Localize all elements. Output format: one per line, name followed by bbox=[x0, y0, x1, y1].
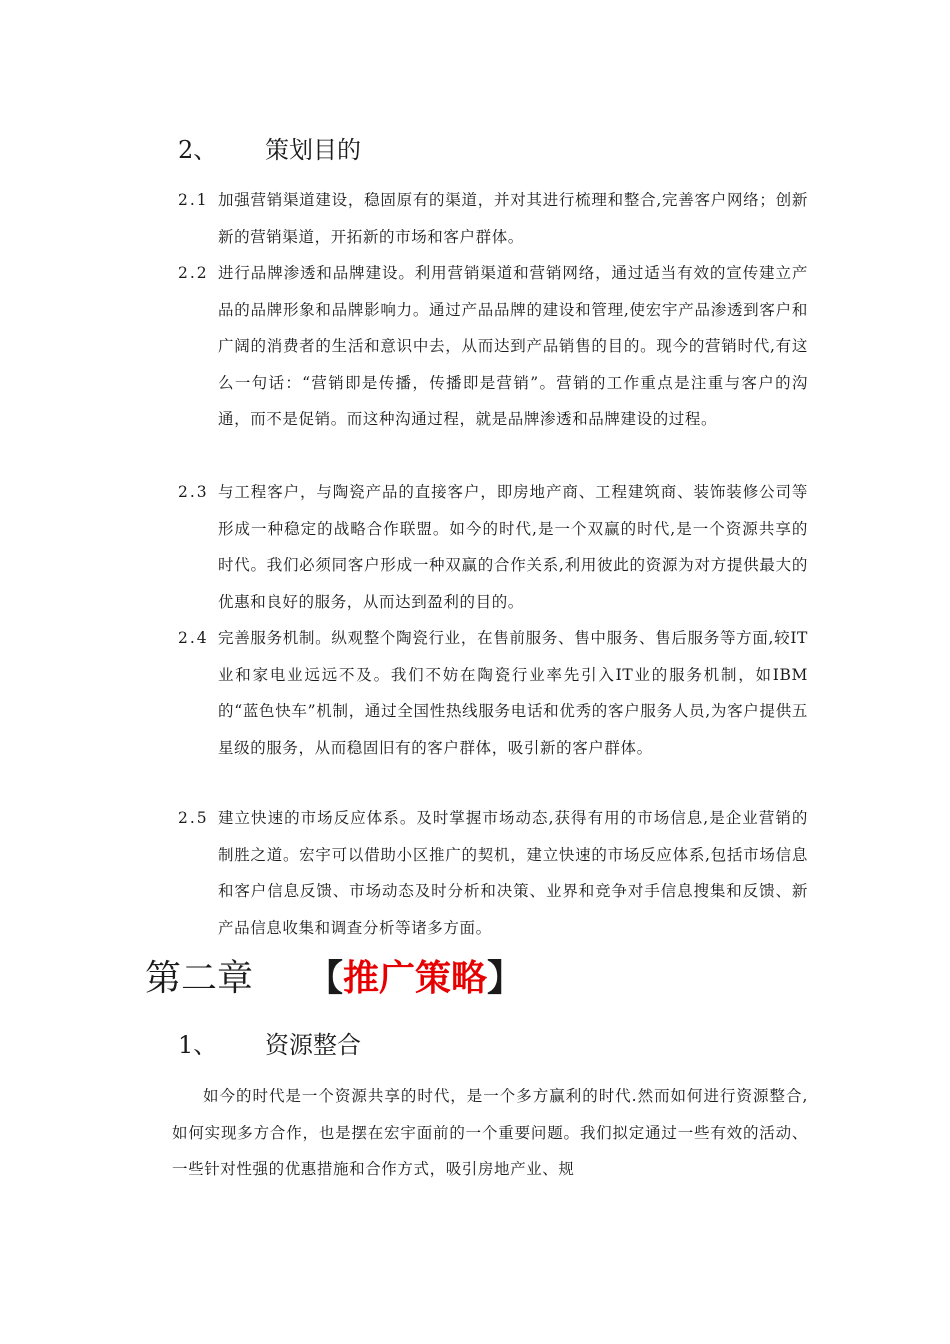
item-number: 2.1 bbox=[178, 191, 209, 209]
item-number: 2.3 bbox=[178, 483, 209, 501]
item-text: 加强营销渠道建设，稳固原有的渠道，并对其进行梳理和整合,完善客户网络；创新新的营销渠道，开拓新的市场和客户群体。 bbox=[218, 191, 808, 246]
section-number: 2、 bbox=[178, 136, 218, 164]
item-text: 与工程客户，与陶瓷产品的直接客户，即房地产商、工程建筑商、装饰装修公司等形成一种稳定的战略合作联盟。如今的时代,是一个双赢的时代,是一个资源共享的时代。我们必须同客户形成一种双赢的合作关系,利用彼此的资源为对方提供最大的优惠和良好的服务，从而达到盈利的目的。 bbox=[218, 483, 808, 611]
section-heading-1 bbox=[178, 1030, 361, 1060]
item-number: 2.5 bbox=[178, 809, 209, 827]
item-number: 2.2 bbox=[178, 264, 209, 282]
section-title: 策划目的 bbox=[265, 136, 361, 164]
body-paragraph: 如今的时代是一个资源共享的时代，是一个多方赢利的时代.然而如何进行资源整合,如何实现多方合作，也是摆在宏宇面前的一个重要问题。我们拟定通过一些有效的活动、一些针对性强的优惠措施和合作方式，吸引房地产业、规 bbox=[172, 1087, 808, 1179]
item-number: 2.4 bbox=[178, 629, 209, 647]
section-title: 资源整合 bbox=[265, 1031, 361, 1059]
list-item bbox=[178, 182, 808, 255]
chapter-label: 第二章 bbox=[145, 958, 254, 999]
list-item bbox=[178, 474, 808, 620]
chapter-heading bbox=[145, 955, 523, 1002]
list-item bbox=[178, 255, 808, 438]
list-item bbox=[178, 620, 808, 766]
list-item bbox=[178, 800, 808, 946]
bracket-close: 】 bbox=[487, 957, 524, 999]
item-text: 完善服务机制。纵观整个陶瓷行业，在售前服务、售中服务、售后服务等方面,较IT业和家电业远远不及。我们不妨在陶瓷行业率先引入IT业的服务机制，如IBM的“蓝色快车”机制，通过全国性热线服务电话和优秀的客户服务人员,为客户提供五星级的服务，从而稳固旧有的客户群体，吸引新的客户群体。 bbox=[218, 629, 808, 757]
bracket-open: 【 bbox=[307, 957, 344, 999]
section-heading-2 bbox=[178, 135, 361, 165]
section-number: 1、 bbox=[178, 1031, 218, 1059]
item-text: 进行品牌渗透和品牌建设。利用营销渠道和营销网络，通过适当有效的宣传建立产品的品牌形象和品牌影响力。通过产品品牌的建设和管理,使宏宇产品渗透到客户和广阔的消费者的生活和意识中去，从而达到产品销售的目的。现今的营销时代,有这么一句话：“营销即是传播，传播即是营销”。营销的工作重点是注重与客户的沟通，而不是促销。而这种沟通过程，就是品牌渗透和品牌建设的过程。 bbox=[218, 264, 808, 429]
item-text: 建立快速的市场反应体系。及时掌握市场动态,获得有用的市场信息,是企业营销的制胜之道。宏宇可以借助小区推广的契机，建立快速的市场反应体系,包括市场信息和客户信息反馈、市场动态及时分析和决策、业界和竞争对手信息搜集和反馈、新产品信息收集和调查分析等诸多方面。 bbox=[218, 809, 808, 937]
chapter-title: 推广策略 bbox=[343, 957, 488, 999]
